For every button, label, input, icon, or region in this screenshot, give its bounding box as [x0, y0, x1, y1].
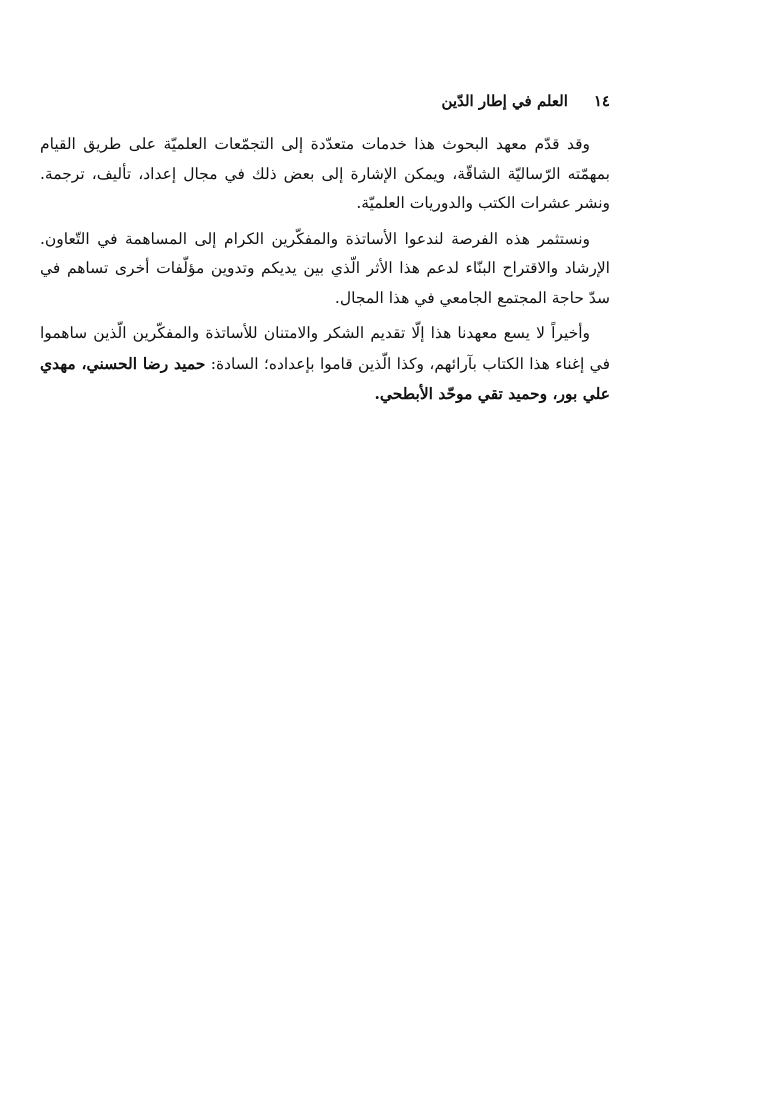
contributor-names: حميد رضا الحسني، مهدي علي بور، وحميد تقي موحّد الأبطحي. [40, 353, 610, 403]
running-title: العلم في إطار الدّين [441, 92, 568, 110]
running-header [40, 88, 610, 114]
paragraph-institute-services: وقد قدّم معهد البحوث هذا خدمات متعدّدة إلى التجمّعات العلميّة على طريق القيام بمهمّته الرّساليّة الشاقّة، ويمكن الإشارة إلى بعض ذلك في مجال إعداد، تأليف، ترجمة. ونشر عشرات الكتب والدوريات العلميّة. [40, 135, 610, 212]
book-page [40, 0, 610, 1099]
acknowledgement-text: وأخيراً لا يسع معهدنا هذا إلّا تقديم الشكر والامتنان للأساتذة والمفكّرين الّذين ساهموا في إغناء هذا الكتاب بآرائهم، وكذا الّذين قاموا بإعداده؛ السادة: [40, 324, 610, 373]
paragraph-acknowledgement [40, 319, 610, 410]
body-text [40, 130, 610, 416]
page-number: ١٤ [593, 92, 610, 110]
paragraph-invitation: ونستثمر هذه الفرصة لندعوا الأساتذة والمفكّرين الكرام إلى المساهمة في التّعاون. الإرشاد والاقتراح البنّاء لدعم هذا الأثر الّذي بين يديكم وتدوين مؤلّفات أخرى تساهم في سدّ حاجة المجتمع الجامعي في هذا المجال. [40, 229, 610, 307]
